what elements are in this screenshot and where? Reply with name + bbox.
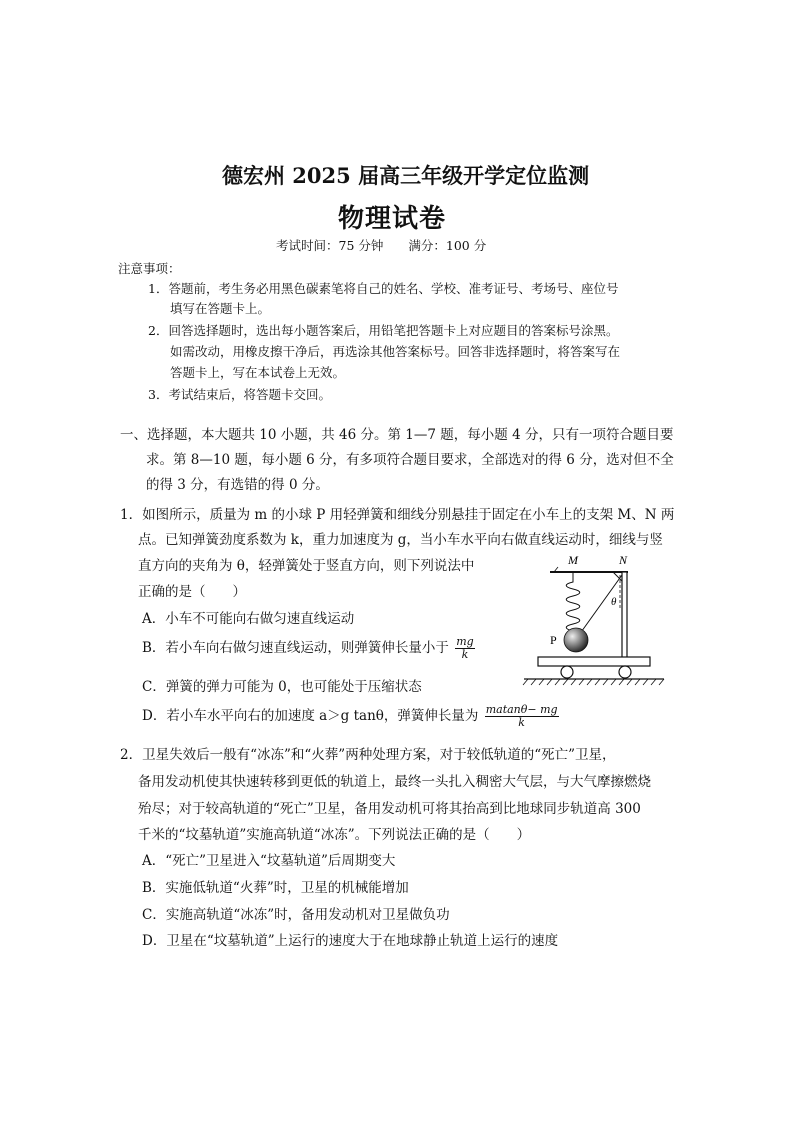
cart-wheel bbox=[619, 666, 631, 678]
fraction-denominator: k bbox=[518, 716, 525, 729]
exam-title: 德宏州 2025 届高三年级开学定位监测 bbox=[222, 163, 590, 188]
q2-stem: 备用发动机使其快速转移到更低的轨道上，最终一头扎入稠密大气层，与大气摩擦燃烧 bbox=[138, 774, 651, 790]
fraction-numerator: matanθ− mg bbox=[485, 703, 558, 716]
q2-option-c: C．实施高轨道“冰冻”时，备用发动机对卫星做负功 bbox=[142, 907, 450, 923]
notice-item: 如需改动，用橡皮擦干净后，再选涂其他答案标号。回答非选择题时，将答案写在 bbox=[170, 344, 621, 359]
q2-stem: 2．卫星失效后一般有“冰冻”和“火葬”两种处理方案，对于较低轨道的“死亡”卫星， bbox=[120, 747, 616, 763]
q1-option-d bbox=[142, 704, 561, 729]
q1-option-b-fraction bbox=[455, 636, 474, 661]
q2-option-a: A．“死亡”卫星进入“坟墓轨道”后周期变大 bbox=[142, 853, 396, 869]
notice-item: 答题卡上，写在本试卷上无效。 bbox=[170, 365, 346, 380]
exam-info: 考试时间：75 分钟 满分：100 分 bbox=[276, 238, 487, 253]
q2-stem: 千米的“坟墓轨道”实施高轨道“冰冻”。下列说法正确的是（ ） bbox=[138, 827, 531, 843]
notice-heading: 注意事项： bbox=[118, 261, 181, 276]
ball bbox=[564, 628, 588, 652]
notice-item: 填写在答题卡上。 bbox=[170, 301, 271, 316]
q1-option-d-fraction bbox=[485, 704, 559, 729]
fraction-numerator: mg bbox=[456, 635, 474, 648]
q2-stem: 殆尽；对于较高轨道的“死亡”卫星，备用发动机可将其抬高到比地球同步轨道高 300 bbox=[138, 801, 641, 817]
label-theta: θ bbox=[611, 596, 617, 608]
support-post bbox=[622, 572, 627, 665]
q1-option-b bbox=[142, 636, 477, 661]
cart-wheel bbox=[561, 666, 573, 678]
fraction-denominator: k bbox=[461, 648, 469, 661]
cart-body bbox=[538, 657, 650, 666]
q1-stem: 1．如图所示，质量为 m 的小球 P 用轻弹簧和细线分别悬挂于固定在小车上的支架 M、N 两 bbox=[120, 507, 675, 523]
section-instruction: 的得 3 分，有选错的得 0 分。 bbox=[146, 477, 329, 493]
q1-option-b-text: B．若小车向右做匀速直线运动，则弹簧伸长量小于 bbox=[142, 640, 449, 656]
notice-item: 3．考试结束后，将答题卡交回。 bbox=[148, 387, 331, 402]
section-instruction: 求。第 8—10 题，每小题 6 分，有多项符合题目要求，全部选对的得 6 分，选对但不全 bbox=[146, 452, 674, 468]
label-p: P bbox=[550, 633, 557, 647]
q1-option-c: C．弹簧的弹力可能为 0，也可能处于压缩状态 bbox=[142, 679, 422, 695]
section-instruction: 一、选择题，本大题共 10 小题，共 46 分。第 1—7 题，每小题 4 分，只有一项符合题目要 bbox=[120, 427, 674, 443]
label-n: N bbox=[619, 553, 628, 567]
q1-option-d-text: D．若小车水平向右的加速度 a＞g tanθ，弹簧伸长量为 bbox=[142, 708, 479, 724]
ground-hatch bbox=[523, 679, 664, 685]
notice-item: 1．答题前，考生务必用黑色碳素笔将自己的姓名、学校、准考证号、考场号、座位号 bbox=[148, 281, 619, 296]
q2-option-b: B．实施低轨道“火葬”时，卫星的机械能增加 bbox=[142, 880, 409, 896]
q1-cart-figure bbox=[518, 548, 668, 693]
q1-stem: 点。已知弹簧劲度系数为 k，重力加速度为 g，当小车水平向右做直线运动时，细线与竖 bbox=[138, 532, 663, 548]
label-m: M bbox=[568, 553, 578, 567]
q1-stem: 正确的是（ ） bbox=[138, 584, 246, 600]
q1-stem: 直方向的夹角为 θ，轻弹簧处于竖直方向，则下列说法中 bbox=[138, 558, 475, 574]
q1-option-a: A．小车不可能向右做匀速直线运动 bbox=[142, 611, 355, 627]
subject-title: 物理试卷 bbox=[338, 204, 447, 234]
notice-item: 2．回答选择题时，选出每小题答案后，用铅笔把答题卡上对应题目的答案标号涂黑。 bbox=[148, 323, 619, 338]
q2-option-d: D．卫星在“坟墓轨道”上运行的速度大于在地球静止轨道上运行的速度 bbox=[142, 933, 559, 949]
